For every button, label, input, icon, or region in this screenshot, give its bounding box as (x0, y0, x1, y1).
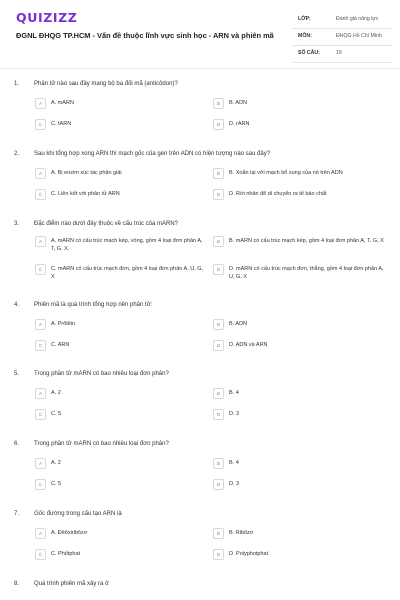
option-text: B. Ribôzơ (229, 530, 254, 536)
meta-value: 19 (336, 50, 342, 56)
answer-option[interactable] (35, 387, 213, 399)
option-row (35, 387, 391, 399)
question-header (0, 78, 400, 92)
option-row (35, 118, 391, 130)
answer-option[interactable] (213, 339, 391, 351)
answer-option[interactable] (213, 548, 391, 560)
answer-option[interactable] (213, 527, 391, 539)
answer-option[interactable] (35, 339, 213, 351)
question-header (0, 368, 400, 382)
option-text: B. 4 (229, 460, 239, 466)
option-text: B. 4 (229, 390, 239, 396)
answer-option[interactable] (35, 318, 213, 330)
option-letter-badge: C (35, 119, 46, 130)
question-item (0, 299, 400, 348)
question-item (0, 78, 400, 127)
question-item (0, 218, 400, 280)
option-letter-badge: B (213, 528, 224, 539)
question-number: 1. (14, 81, 20, 87)
option-row (35, 339, 391, 351)
answer-option[interactable] (213, 478, 391, 490)
question-header (0, 218, 400, 232)
option-text: B. Xoắn lại với mạch bổ sung của nó trên ADN (229, 170, 343, 176)
option-row (35, 97, 391, 109)
answer-option[interactable] (213, 408, 391, 420)
option-letter-badge: D (213, 409, 224, 420)
option-text: C. Liên kết với phân tử ARN (51, 191, 120, 197)
question-number: 2. (14, 151, 20, 157)
option-text: B. ADN (229, 321, 248, 327)
option-letter-badge: C (35, 340, 46, 351)
option-letter-badge: C (35, 264, 46, 275)
question-text: Quá trình phiên mã xảy ra ở (34, 581, 109, 587)
question-header (0, 508, 400, 522)
question-item (0, 148, 400, 197)
answer-option[interactable] (35, 408, 213, 420)
question-number: 8. (14, 581, 20, 587)
answer-option[interactable] (35, 167, 213, 179)
option-row (35, 457, 391, 469)
question-text: Trong phân tử mARN có bao nhiêu loại đơn phân? (34, 371, 169, 377)
option-letter-badge: A (35, 528, 46, 539)
option-text: D. mARN có cấu trúc mạch đơn, thẳng, gồm 4 loại đơn phân A, U, G, X (229, 266, 384, 280)
question-item (0, 508, 400, 557)
question-text: Đặc điểm nào dưới đây thuộc về cấu trúc của mARN? (34, 221, 179, 227)
meta-label: LỚP: (298, 16, 311, 22)
option-text: C. tARN (51, 121, 72, 127)
question-header (0, 578, 400, 592)
option-letter-badge: A (35, 168, 46, 179)
answer-option[interactable] (213, 118, 391, 130)
option-text: D. 3 (229, 481, 240, 487)
answer-option[interactable] (35, 235, 213, 253)
answer-option[interactable] (35, 527, 213, 539)
option-text: B. mARN có cấu trúc mạch kép, gồm 4 loại đơn phân A, T, G, X (229, 238, 384, 244)
option-letter-badge: A (35, 236, 46, 247)
option-text: D. rARN (229, 121, 250, 127)
answer-option[interactable] (213, 167, 391, 179)
option-letter-badge: B (213, 168, 224, 179)
option-row (35, 263, 391, 281)
meta-value: Đánh giá năng lực (336, 16, 379, 22)
quizizz-logo: QUIZIZZ (16, 10, 78, 25)
option-letter-badge: D (213, 340, 224, 351)
meta-row-count (292, 46, 392, 63)
option-text: D. 3 (229, 411, 240, 417)
question-item (0, 368, 400, 417)
answer-option[interactable] (35, 548, 213, 560)
meta-value: ĐHQG Hồ Chí Minh (336, 33, 382, 39)
meta-table (292, 12, 392, 63)
question-number: 5. (14, 371, 20, 377)
question-header (0, 438, 400, 452)
meta-row-class (292, 12, 392, 29)
option-letter-badge: C (35, 479, 46, 490)
answer-option[interactable] (35, 97, 213, 109)
option-text: A. 2 (51, 460, 61, 466)
option-letter-badge: B (213, 458, 224, 469)
option-row (35, 478, 391, 490)
header-divider (0, 68, 400, 69)
answer-option[interactable] (213, 457, 391, 469)
document-title: ĐGNL ĐHQG TP.HCM - Vấn đề thuộc lĩnh vực sinh học - ARN và phiên mã (16, 31, 274, 40)
question-number: 6. (14, 441, 20, 447)
option-letter-badge: A (35, 319, 46, 330)
option-text: C. mARN có cấu trúc mạch đơn, gồm 4 loại đơn phân A, U, G, X (51, 266, 204, 280)
question-header (0, 148, 400, 162)
question-number: 7. (14, 511, 20, 517)
worksheet-header (0, 0, 400, 68)
answer-option[interactable] (35, 118, 213, 130)
question-text: Sau khi tổng hợp xong ARN thì mạch gốc của gen trên ADN có hiện tượng nào sau đây? (34, 151, 271, 157)
meta-label: MÔN: (298, 33, 312, 39)
answer-option[interactable] (213, 318, 391, 330)
option-letter-badge: D (213, 119, 224, 130)
question-number: 4. (14, 302, 20, 308)
option-letter-badge: A (35, 458, 46, 469)
option-letter-badge: B (213, 388, 224, 399)
option-text: B. ADN (229, 100, 248, 106)
answer-option[interactable] (213, 235, 391, 253)
option-row (35, 188, 391, 200)
option-letter-badge: D (213, 189, 224, 200)
option-text: D. Rời nhân để di chuyển ra tế bào chất (229, 191, 327, 197)
question-header (0, 299, 400, 313)
option-row (35, 527, 391, 539)
answer-option[interactable] (213, 188, 391, 200)
option-letter-badge: A (35, 98, 46, 109)
option-letter-badge: D (213, 264, 224, 275)
option-row (35, 167, 391, 179)
question-text: Gốc đường trong cấu tạo ARN là (34, 511, 122, 517)
option-text: D. Polyphotphat (229, 551, 269, 557)
meta-label: SỐ CÂU: (298, 50, 320, 56)
option-letter-badge: C (35, 189, 46, 200)
option-letter-badge: B (213, 98, 224, 109)
question-item (0, 438, 400, 487)
answer-option[interactable] (35, 188, 213, 200)
option-row (35, 408, 391, 420)
option-text: D. ADN và ARN (229, 342, 268, 348)
question-text: Phiên mã là quá trình tổng hợp nên phân tử: (34, 302, 153, 308)
option-row (35, 318, 391, 330)
option-letter-badge: D (213, 549, 224, 560)
option-text: C. Phốtphat (51, 551, 81, 557)
question-text: Trong phân tử mARN có bao nhiêu loại đơn phân? (34, 441, 169, 447)
question-number: 3. (14, 221, 20, 227)
option-text: A. mARN có cấu trúc mạch kép, vòng, gồm 4 loại đơn phân A, T, G, X. (51, 238, 203, 252)
question-item (0, 578, 400, 592)
answer-option[interactable] (213, 97, 391, 109)
option-row (35, 235, 391, 253)
answer-option[interactable] (213, 263, 391, 281)
option-text: A. mARN (51, 100, 74, 106)
question-text: Phân tử nào sau đây mang bộ ba đối mã (anticôdon)? (34, 81, 178, 87)
option-letter-badge: D (213, 479, 224, 490)
answer-option[interactable] (35, 457, 213, 469)
option-text: C. 5 (51, 481, 62, 487)
option-text: C. ARN (51, 342, 70, 348)
answer-option[interactable] (35, 263, 213, 281)
option-text: A. Đêôxiribôzơ (51, 530, 88, 536)
meta-row-subject (292, 29, 392, 46)
option-letter-badge: C (35, 409, 46, 420)
option-letter-badge: B (213, 236, 224, 247)
option-letter-badge: C (35, 549, 46, 560)
option-letter-badge: B (213, 319, 224, 330)
option-text: C. 5 (51, 411, 62, 417)
option-row (35, 548, 391, 560)
answer-option[interactable] (35, 478, 213, 490)
option-text: A. Prôtêin (51, 321, 76, 327)
option-letter-badge: A (35, 388, 46, 399)
option-text: A. Bị enzim xúc tác phân giải (51, 170, 122, 176)
option-text: A. 2 (51, 390, 61, 396)
answer-option[interactable] (213, 387, 391, 399)
